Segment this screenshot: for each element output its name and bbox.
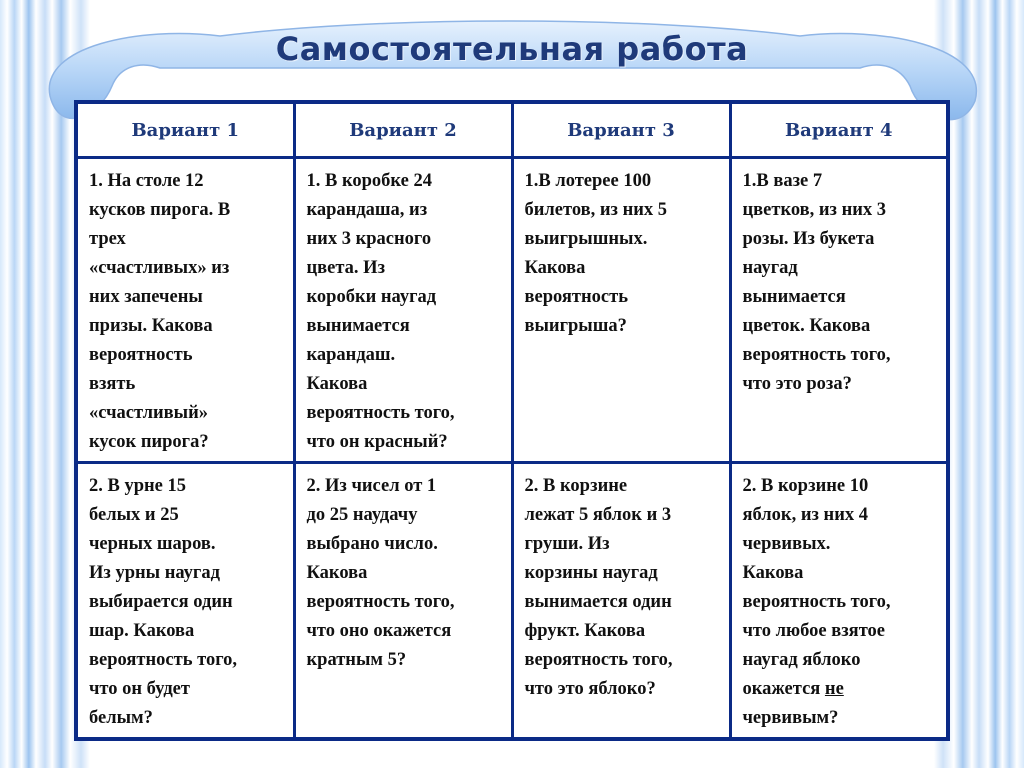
task-1-variant-3 bbox=[512, 158, 730, 463]
task-line: них запечены bbox=[89, 287, 203, 307]
task-line: лежат 5 яблок и 3 bbox=[524, 505, 672, 525]
task-line: кусков пирога. В bbox=[89, 200, 231, 220]
task-line: что это роза? bbox=[742, 374, 852, 394]
task-line: цвета. Из bbox=[306, 258, 385, 278]
task-line: цветок. Какова bbox=[742, 316, 871, 336]
task-line: что он красный? bbox=[306, 432, 448, 452]
task-line: корзины наугад bbox=[524, 563, 658, 583]
header-variant-3: Вариант 3 bbox=[512, 102, 730, 158]
task-line: наугад яблоко bbox=[742, 650, 861, 670]
task-2-variant-2 bbox=[294, 463, 512, 740]
header-variant-1: Вариант 1 bbox=[76, 102, 294, 158]
task-line: вероятность того, bbox=[306, 403, 455, 423]
task-line: Какова bbox=[306, 563, 368, 583]
task-line: трех bbox=[89, 229, 126, 249]
task-line: 2. В корзине bbox=[524, 476, 628, 496]
task-line: яблок, из них 4 bbox=[742, 505, 868, 525]
task-line: что он будет bbox=[89, 679, 190, 699]
task-line: призы. Какова bbox=[89, 316, 213, 336]
task-line: вероятность bbox=[524, 287, 628, 307]
header-variant-4: Вариант 4 bbox=[730, 102, 948, 158]
task-1-variant-1 bbox=[76, 158, 294, 463]
task-line: белых и 25 bbox=[89, 505, 179, 525]
task-line: червивым? bbox=[742, 708, 839, 728]
task-line: кусок пирога? bbox=[89, 432, 209, 452]
task-line: Какова bbox=[306, 374, 368, 394]
task-line: что это яблоко? bbox=[524, 679, 656, 699]
task-line: 1.В вазе 7 bbox=[742, 171, 823, 191]
header-row bbox=[76, 102, 948, 158]
task-line: цветков, из них 3 bbox=[742, 200, 887, 220]
task-line: «счастливый» bbox=[89, 403, 208, 423]
task-line: вероятность того, bbox=[524, 650, 673, 670]
task-line: вынимается bbox=[742, 287, 846, 307]
task-line: 1. На столе 12 bbox=[89, 171, 204, 191]
task-line: белым? bbox=[89, 708, 153, 728]
task-line: вынимается bbox=[306, 316, 410, 336]
task-line: наугад bbox=[742, 258, 798, 278]
table-row bbox=[76, 158, 948, 463]
task-line: что любое взятое bbox=[742, 621, 885, 641]
task-line: вынимается один bbox=[524, 592, 672, 612]
task-line: фрукт. Какова bbox=[524, 621, 646, 641]
task-2-variant-3 bbox=[512, 463, 730, 740]
task-line: взять bbox=[89, 374, 136, 394]
task-line: вероятность bbox=[89, 345, 193, 365]
task-line: коробки наугад bbox=[306, 287, 437, 307]
task-line: 2. Из чисел от 1 bbox=[306, 476, 437, 496]
task-line: вероятность того, bbox=[742, 592, 891, 612]
task-1-variant-4 bbox=[730, 158, 948, 463]
task-line: выигрышных. bbox=[524, 229, 648, 249]
page-title: Самостоятельная работа bbox=[275, 30, 749, 68]
task-line: что оно окажется bbox=[306, 621, 452, 641]
task-line: карандаша, из bbox=[306, 200, 428, 220]
task-line: 1.В лотерее 100 bbox=[524, 171, 652, 191]
task-text: окажется bbox=[742, 679, 825, 699]
task-line: вероятность того, bbox=[89, 650, 238, 670]
task-line: розы. Из букета bbox=[742, 229, 875, 249]
task-line: карандаш. bbox=[306, 345, 396, 365]
task-line: вероятность того, bbox=[742, 345, 891, 365]
task-line: кратным 5? bbox=[306, 650, 407, 670]
task-line: них 3 красного bbox=[306, 229, 432, 249]
task-line: билетов, из них 5 bbox=[524, 200, 668, 220]
task-line: выбирается один bbox=[89, 592, 233, 612]
variants-table bbox=[74, 100, 950, 741]
table-row bbox=[76, 463, 948, 740]
task-line: выигрыша? bbox=[524, 316, 627, 336]
task-line bbox=[743, 675, 937, 704]
task-2-variant-1 bbox=[76, 463, 294, 740]
task-line: выбрано число. bbox=[306, 534, 438, 554]
task-line: вероятность того, bbox=[306, 592, 455, 612]
task-line: черных шаров. bbox=[89, 534, 216, 554]
task-line: 2. В урне 15 bbox=[89, 476, 186, 496]
underlined-not: не bbox=[824, 679, 844, 699]
task-line: червивых. bbox=[742, 534, 831, 554]
task-line: «счастливых» из bbox=[89, 258, 230, 278]
task-2-variant-4 bbox=[730, 463, 948, 740]
task-line: шар. Какова bbox=[89, 621, 195, 641]
task-line: Какова bbox=[524, 258, 586, 278]
task-line: Из урны наугад bbox=[89, 563, 220, 583]
task-line: груши. Из bbox=[524, 534, 610, 554]
task-line: 2. В корзине 10 bbox=[742, 476, 869, 496]
header-variant-2: Вариант 2 bbox=[294, 102, 512, 158]
task-line: 1. В коробке 24 bbox=[306, 171, 432, 191]
task-line: до 25 наудачу bbox=[306, 505, 418, 525]
task-line: Какова bbox=[742, 563, 804, 583]
task-1-variant-2 bbox=[294, 158, 512, 463]
